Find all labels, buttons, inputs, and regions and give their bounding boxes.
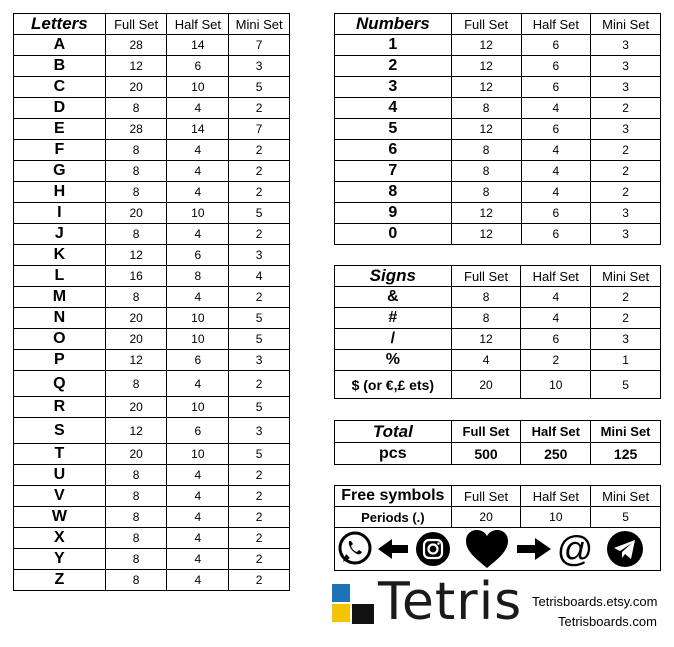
- letter-row-mini: 5: [229, 308, 290, 329]
- letter-row-half: 10: [167, 329, 229, 350]
- letter-row-half: 4: [167, 161, 229, 182]
- letter-row-label: B: [14, 56, 106, 77]
- letter-row-mini: 3: [229, 245, 290, 266]
- letter-row-full: 8: [105, 465, 167, 486]
- letter-row: [14, 528, 290, 549]
- number-row: [335, 161, 661, 182]
- letter-row-full: 20: [105, 203, 167, 224]
- letter-row: [14, 287, 290, 308]
- col-half-set: Half Set: [521, 266, 591, 287]
- letter-row-label: A: [14, 35, 106, 56]
- number-row-half: 4: [521, 98, 591, 119]
- letters-body: [14, 35, 290, 591]
- number-row-half: 6: [521, 224, 591, 245]
- letter-row-label: O: [14, 329, 106, 350]
- number-row-label: 8: [335, 182, 452, 203]
- periods-half: 10: [521, 507, 591, 528]
- tetris-logo-blocks: [332, 584, 377, 626]
- number-row-full: 12: [451, 224, 521, 245]
- number-row-mini: 2: [591, 140, 661, 161]
- letter-row: [14, 465, 290, 486]
- letter-row: [14, 444, 290, 465]
- letter-row-half: 4: [167, 486, 229, 507]
- number-row: [335, 140, 661, 161]
- letter-row-full: 8: [105, 549, 167, 570]
- sign-row-half: 4: [521, 308, 591, 329]
- sign-row-mini: 3: [591, 329, 661, 350]
- letter-row-half: 10: [167, 203, 229, 224]
- number-row-full: 8: [451, 98, 521, 119]
- letter-row-mini: 3: [229, 350, 290, 371]
- letter-row-full: 8: [105, 182, 167, 203]
- letter-row: [14, 397, 290, 418]
- signs-header-row: [335, 266, 661, 287]
- number-row-mini: 2: [591, 98, 661, 119]
- free-symbols-table: [334, 485, 661, 528]
- letter-row-half: 4: [167, 371, 229, 397]
- sign-row: [335, 329, 661, 350]
- letter-row-label: T: [14, 444, 106, 465]
- sign-row-full: 4: [451, 350, 521, 371]
- letter-row-half: 10: [167, 444, 229, 465]
- sign-row-mini: 1: [591, 350, 661, 371]
- col-full-set: Full Set: [451, 421, 521, 443]
- letter-row-half: 6: [167, 350, 229, 371]
- number-row-full: 12: [451, 119, 521, 140]
- letter-row-mini: 2: [229, 182, 290, 203]
- numbers-table: [334, 13, 661, 245]
- letter-row-full: 20: [105, 308, 167, 329]
- letter-row-label: Z: [14, 570, 106, 591]
- letter-row-mini: 5: [229, 329, 290, 350]
- letter-row: [14, 486, 290, 507]
- number-row-full: 8: [451, 161, 521, 182]
- letter-row: [14, 266, 290, 287]
- sign-row-label: $ (or €,£ ets): [335, 371, 452, 399]
- sign-row-label: &: [335, 287, 452, 308]
- letters-table: [13, 13, 290, 591]
- telegram-icon: [606, 530, 644, 568]
- numbers-heading: Numbers: [335, 14, 452, 35]
- letter-row-half: 8: [167, 266, 229, 287]
- letter-row-mini: 3: [229, 418, 290, 444]
- total-half: 250: [521, 443, 591, 465]
- signs-table: [334, 265, 661, 399]
- letter-row-half: 4: [167, 549, 229, 570]
- letter-row: [14, 308, 290, 329]
- letter-row-label: L: [14, 266, 106, 287]
- number-row-half: 6: [521, 203, 591, 224]
- number-row-full: 12: [451, 77, 521, 98]
- col-full-set: Full Set: [451, 14, 521, 35]
- letter-row-half: 6: [167, 56, 229, 77]
- letter-row: [14, 371, 290, 397]
- letter-row: [14, 56, 290, 77]
- letter-row-half: 4: [167, 507, 229, 528]
- letter-row-mini: 2: [229, 549, 290, 570]
- col-mini-set: Mini Set: [591, 14, 661, 35]
- letter-row-full: 8: [105, 161, 167, 182]
- letter-row: [14, 329, 290, 350]
- col-mini-set: Mini Set: [591, 266, 661, 287]
- letter-row-label: D: [14, 98, 106, 119]
- letter-row: [14, 245, 290, 266]
- periods-label: Periods (.): [335, 507, 452, 528]
- number-row-half: 6: [521, 77, 591, 98]
- sign-row-mini: 5: [591, 371, 661, 399]
- letter-row-mini: 2: [229, 371, 290, 397]
- number-row-label: 3: [335, 77, 452, 98]
- letter-row-full: 8: [105, 528, 167, 549]
- letter-row-half: 10: [167, 77, 229, 98]
- letter-row: [14, 182, 290, 203]
- letter-row-full: 12: [105, 418, 167, 444]
- number-row-label: 7: [335, 161, 452, 182]
- number-row: [335, 35, 661, 56]
- sign-row: [335, 287, 661, 308]
- col-mini-set: Mini Set: [591, 421, 661, 443]
- periods-mini: 5: [591, 507, 661, 528]
- letter-row-full: 8: [105, 287, 167, 308]
- letter-row-mini: 7: [229, 119, 290, 140]
- number-row-label: 6: [335, 140, 452, 161]
- arrow-right-icon: [515, 537, 553, 561]
- letter-row-mini: 5: [229, 77, 290, 98]
- letter-row-full: 8: [105, 486, 167, 507]
- letter-row-full: 20: [105, 397, 167, 418]
- letter-row-half: 4: [167, 465, 229, 486]
- letter-row-label: U: [14, 465, 106, 486]
- letter-row-label: V: [14, 486, 106, 507]
- letter-row-mini: 5: [229, 203, 290, 224]
- arrow-left-icon: [376, 537, 410, 561]
- heart-icon: [465, 529, 509, 569]
- number-row-label: 5: [335, 119, 452, 140]
- letter-row-full: 12: [105, 350, 167, 371]
- letter-row-label: M: [14, 287, 106, 308]
- letter-row-mini: 2: [229, 570, 290, 591]
- letter-row-half: 6: [167, 418, 229, 444]
- col-mini-set: Mini Set: [591, 486, 661, 507]
- letter-row-label: N: [14, 308, 106, 329]
- sign-row-full: 20: [451, 371, 521, 399]
- letter-row: [14, 224, 290, 245]
- letter-row-half: 10: [167, 308, 229, 329]
- letter-row-full: 8: [105, 570, 167, 591]
- letter-row-half: 4: [167, 287, 229, 308]
- letter-row-mini: 5: [229, 444, 290, 465]
- col-half-set: Half Set: [167, 14, 229, 35]
- letter-row: [14, 77, 290, 98]
- letter-row-label: R: [14, 397, 106, 418]
- letter-row-label: H: [14, 182, 106, 203]
- letter-row-mini: 2: [229, 465, 290, 486]
- letter-row-full: 16: [105, 266, 167, 287]
- letter-row-half: 14: [167, 119, 229, 140]
- periods-full: 20: [451, 507, 521, 528]
- sign-row-half: 6: [521, 329, 591, 350]
- number-row: [335, 203, 661, 224]
- letter-row-full: 20: [105, 444, 167, 465]
- letter-row: [14, 549, 290, 570]
- total-row: [335, 443, 661, 465]
- letter-row: [14, 203, 290, 224]
- letter-row-half: 10: [167, 397, 229, 418]
- sign-row-label: #: [335, 308, 452, 329]
- free-symbols-icons: [334, 527, 661, 571]
- instagram-icon: [415, 531, 451, 567]
- letter-row-mini: 2: [229, 507, 290, 528]
- letter-row-mini: 2: [229, 98, 290, 119]
- letter-row: [14, 119, 290, 140]
- at-sign-icon: @: [556, 528, 594, 569]
- letter-row-mini: 3: [229, 56, 290, 77]
- letter-row-mini: 2: [229, 161, 290, 182]
- etsy-link[interactable]: Tetrisboards.etsy.com: [532, 594, 658, 609]
- letter-row-label: E: [14, 119, 106, 140]
- sign-row-mini: 2: [591, 308, 661, 329]
- total-header-row: [335, 421, 661, 443]
- number-row: [335, 77, 661, 98]
- letter-row-full: 12: [105, 245, 167, 266]
- letter-row-label: G: [14, 161, 106, 182]
- letter-row-full: 8: [105, 224, 167, 245]
- col-full-set: Full Set: [451, 486, 521, 507]
- number-row-full: 8: [451, 182, 521, 203]
- letter-row-label: F: [14, 140, 106, 161]
- total-mini: 125: [591, 443, 661, 465]
- letter-row-mini: 2: [229, 486, 290, 507]
- letter-row: [14, 98, 290, 119]
- number-row: [335, 182, 661, 203]
- numbers-header-row: [335, 14, 661, 35]
- sign-row: [335, 371, 661, 399]
- number-row-full: 12: [451, 56, 521, 77]
- letter-row: [14, 507, 290, 528]
- number-row: [335, 56, 661, 77]
- letter-row-full: 8: [105, 507, 167, 528]
- letter-row: [14, 140, 290, 161]
- number-row-label: 0: [335, 224, 452, 245]
- total-heading: Total: [335, 421, 452, 443]
- letter-row-label: X: [14, 528, 106, 549]
- letter-row-full: 8: [105, 98, 167, 119]
- sign-row: [335, 350, 661, 371]
- number-row-label: 2: [335, 56, 452, 77]
- number-row-label: 4: [335, 98, 452, 119]
- sign-row-label: /: [335, 329, 452, 350]
- letter-row: [14, 418, 290, 444]
- total-full: 500: [451, 443, 521, 465]
- col-half-set: Half Set: [521, 421, 591, 443]
- letter-row: [14, 35, 290, 56]
- letter-row-half: 4: [167, 570, 229, 591]
- sign-row-half: 2: [521, 350, 591, 371]
- letter-row-mini: 2: [229, 140, 290, 161]
- total-table: [334, 420, 661, 465]
- number-row-full: 12: [451, 35, 521, 56]
- letters-heading: Letters: [14, 14, 106, 35]
- number-row-mini: 2: [591, 161, 661, 182]
- number-row-mini: 3: [591, 224, 661, 245]
- letter-row-label: I: [14, 203, 106, 224]
- letter-row-mini: 2: [229, 224, 290, 245]
- whatsapp-icon: [338, 531, 372, 565]
- number-row-mini: 3: [591, 56, 661, 77]
- letter-row: [14, 350, 290, 371]
- letter-row-label: Q: [14, 371, 106, 397]
- letter-row-label: J: [14, 224, 106, 245]
- letter-row-mini: 4: [229, 266, 290, 287]
- letter-row-half: 14: [167, 35, 229, 56]
- number-row-label: 1: [335, 35, 452, 56]
- number-row: [335, 98, 661, 119]
- letter-row-label: W: [14, 507, 106, 528]
- letter-row-half: 4: [167, 224, 229, 245]
- number-row-mini: 3: [591, 203, 661, 224]
- letter-row-mini: 7: [229, 35, 290, 56]
- col-half-set: Half Set: [521, 14, 591, 35]
- letter-row-label: S: [14, 418, 106, 444]
- signs-heading: Signs: [335, 266, 452, 287]
- letter-row-full: 20: [105, 77, 167, 98]
- col-full-set: Full Set: [105, 14, 167, 35]
- sign-row: [335, 308, 661, 329]
- letter-row-mini: 2: [229, 528, 290, 549]
- free-header-row: [335, 486, 661, 507]
- number-row-half: 6: [521, 56, 591, 77]
- number-row-label: 9: [335, 203, 452, 224]
- number-row-full: 12: [451, 203, 521, 224]
- letter-row-label: P: [14, 350, 106, 371]
- number-row-full: 8: [451, 140, 521, 161]
- number-row: [335, 119, 661, 140]
- sign-row-label: %: [335, 350, 452, 371]
- sign-row-half: 10: [521, 371, 591, 399]
- letter-row-half: 4: [167, 98, 229, 119]
- letter-row: [14, 161, 290, 182]
- number-row-half: 6: [521, 35, 591, 56]
- letter-row-label: K: [14, 245, 106, 266]
- sign-row-full: 12: [451, 329, 521, 350]
- free-symbols-heading: Free symbols: [335, 486, 452, 507]
- letter-row-full: 28: [105, 35, 167, 56]
- letter-row-full: 8: [105, 371, 167, 397]
- letter-row-half: 4: [167, 140, 229, 161]
- letter-row: [14, 570, 290, 591]
- col-half-set: Half Set: [521, 486, 591, 507]
- website-link[interactable]: Tetrisboards.com: [558, 614, 657, 629]
- sign-row-half: 4: [521, 287, 591, 308]
- letter-row-mini: 2: [229, 287, 290, 308]
- number-row-mini: 3: [591, 35, 661, 56]
- sign-row-full: 8: [451, 308, 521, 329]
- letter-row-label: C: [14, 77, 106, 98]
- letters-header-row: [14, 14, 290, 35]
- sign-row-full: 8: [451, 287, 521, 308]
- col-mini-set: Mini Set: [229, 14, 290, 35]
- number-row-half: 6: [521, 119, 591, 140]
- brand-footer: [332, 572, 672, 632]
- letter-row-label: Y: [14, 549, 106, 570]
- number-row-mini: 2: [591, 182, 661, 203]
- letter-row-half: 6: [167, 245, 229, 266]
- letter-row-mini: 5: [229, 397, 290, 418]
- number-row-half: 4: [521, 161, 591, 182]
- letter-row-full: 12: [105, 56, 167, 77]
- numbers-body: [335, 35, 661, 245]
- number-row-mini: 3: [591, 119, 661, 140]
- letter-row-full: 28: [105, 119, 167, 140]
- free-periods-row: [335, 507, 661, 528]
- number-row-half: 4: [521, 140, 591, 161]
- total-label: pcs: [335, 443, 452, 465]
- letter-row-half: 4: [167, 528, 229, 549]
- letter-row-full: 8: [105, 140, 167, 161]
- sign-row-mini: 2: [591, 287, 661, 308]
- col-full-set: Full Set: [451, 266, 521, 287]
- brand-wordmark: Tetris: [378, 572, 523, 632]
- number-row: [335, 224, 661, 245]
- number-row-mini: 3: [591, 77, 661, 98]
- letter-row-full: 20: [105, 329, 167, 350]
- signs-body: [335, 287, 661, 399]
- number-row-half: 4: [521, 182, 591, 203]
- letter-row-half: 4: [167, 182, 229, 203]
